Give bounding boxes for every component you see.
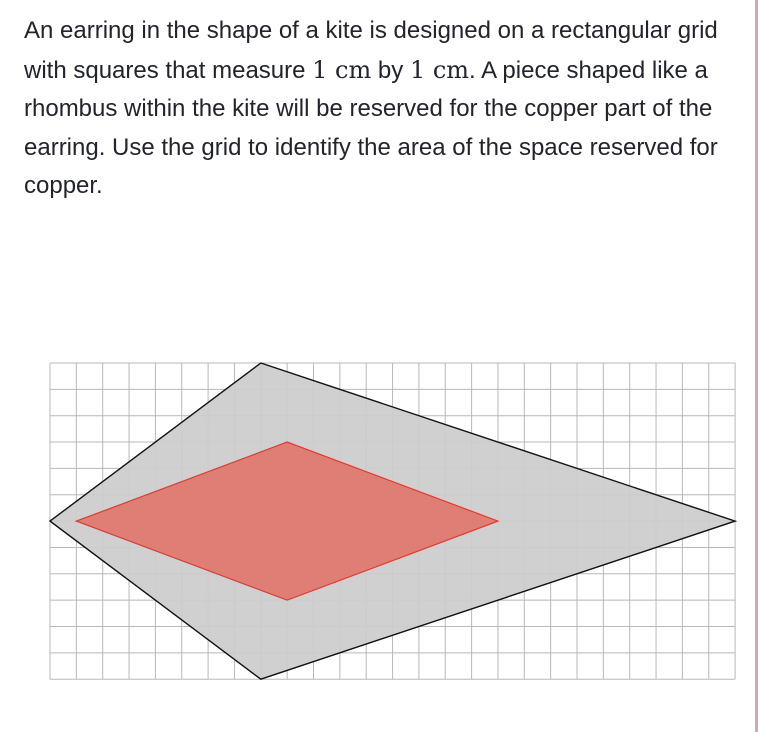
problem-text-part1: An earring in the shape of a kite is designed on a rectangular grid with squares that measure xyxy=(24,17,718,84)
problem-text-part3: . xyxy=(469,56,476,84)
problem-text-part2: by xyxy=(371,56,410,84)
measure-1: 1 cm xyxy=(312,55,372,84)
measure-2: 1 cm xyxy=(409,55,470,84)
problem-text-part4: A piece shaped like a rhombus within the kite will be reserved for the copper part of the earring. Use the grid to identify the area of the space reserved for copper. xyxy=(24,56,718,199)
